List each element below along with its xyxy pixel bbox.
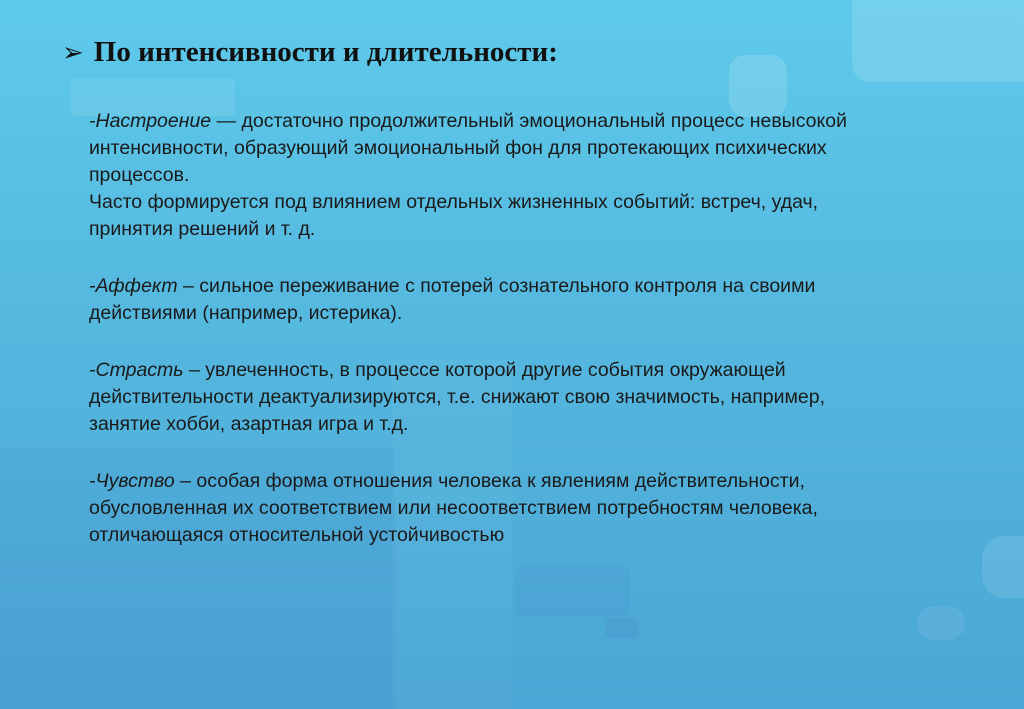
paragraph-first-line (89, 357, 999, 384)
paragraph-first-line (89, 468, 999, 495)
definition-text: – увлеченность, в процессе которой другие события окружающей (183, 359, 786, 381)
paragraph-line: обусловленная их соответствием или несоответствием потребностям человека, (89, 497, 818, 519)
paragraph-passion (89, 357, 999, 438)
title-text: По интенсивности и длительности: (93, 36, 558, 68)
paragraph-mood (89, 108, 999, 243)
term-label: -Аффект (89, 275, 178, 297)
decorative-square (852, 0, 1024, 82)
decorative-square (917, 606, 965, 640)
paragraph-first-line (89, 108, 999, 135)
paragraph-line: занятие хобби, азартная игра и т.д. (89, 413, 409, 435)
decorative-square (605, 618, 639, 638)
paragraph-affect (89, 273, 999, 327)
definition-text: – сильное переживание с потерей сознательного контроля на своими (177, 275, 816, 297)
paragraph-first-line (89, 273, 999, 300)
term-label: -Страсть (89, 359, 184, 381)
term-label: -Чувство (89, 470, 175, 492)
slide-title (62, 36, 558, 69)
definition-text: – особая форма отношения человека к явлениям действительности, (174, 470, 805, 492)
paragraph-line: процессов. (89, 164, 190, 186)
paragraph-line: действительности деактуализируются, т.е. снижают свою значимость, например, (89, 386, 826, 408)
paragraph-line: действиями (например, истерика). (89, 302, 403, 324)
paragraph-line: интенсивности, образующий эмоциональный фон для протекающих психических (89, 137, 827, 159)
paragraph-feeling (89, 468, 999, 549)
paragraph-line: принятия решений и т. д. (89, 218, 316, 240)
paragraph-line: Часто формируется под влиянием отдельных жизненных событий: встреч, удач, (89, 191, 819, 213)
definition-text: — достаточно продолжительный эмоциональный процесс невысокой (211, 110, 847, 132)
term-label: -Настроение (89, 110, 212, 132)
chevron-arrow-icon: ➢ (62, 37, 84, 68)
paragraph-line: отличающаяся относительной устойчивостью (89, 524, 505, 546)
slide-body (89, 108, 999, 579)
